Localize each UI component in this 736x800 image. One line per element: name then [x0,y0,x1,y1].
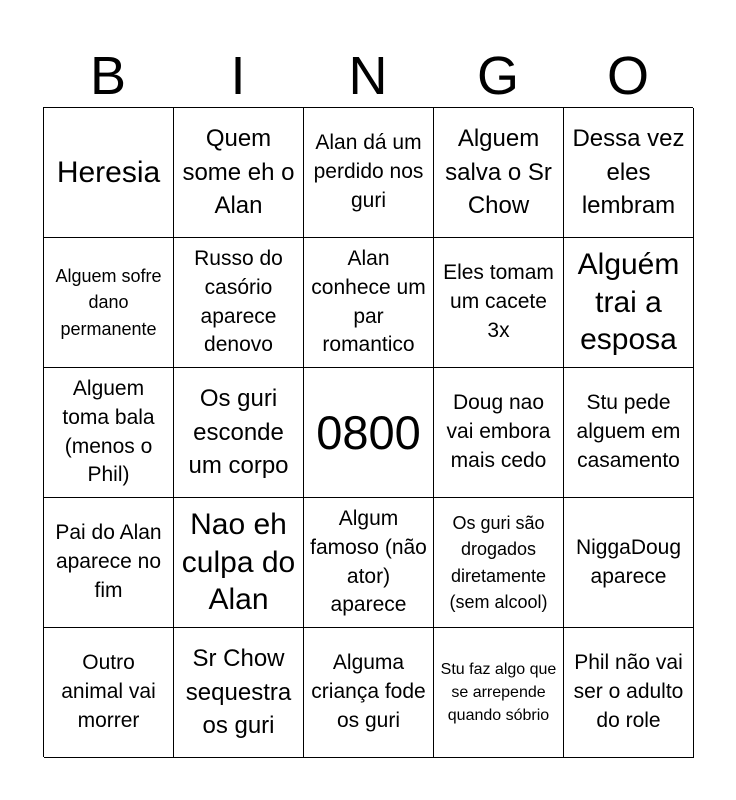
cell-text: Stu pede alguem em casamento [576,391,681,472]
cell-text: NiggaDoug aparece [575,535,682,588]
cell-text: Alguem sofre dano permanente [55,266,162,339]
cell-text: Stu faz algo que se arrepende quando sóbrio [440,660,557,725]
bingo-cell[interactable] [564,628,694,758]
cell-text: Russo do casório aparece denovo [194,246,283,357]
cell-text: Alan conhece um par romantico [311,246,426,357]
cell-text: Quem some eh o Alan [182,125,295,220]
cell-text: Os guri são drogados diretamente (sem alcool) [449,513,548,612]
cell-text: Os guri esconde um corpo [188,385,289,480]
cell-text: Dessa vez eles lembram [572,125,685,220]
cell-text: Doug nao vai embora mais cedo [446,391,551,472]
cell-text: Alguma criança fode os guri [311,651,426,732]
bingo-cell[interactable] [304,628,434,758]
bingo-cell[interactable] [174,368,304,498]
bingo-cell[interactable] [174,108,304,238]
bingo-cell[interactable] [44,238,174,368]
bingo-cell[interactable] [434,108,564,238]
bingo-grid [43,107,693,757]
bingo-cell[interactable] [174,238,304,368]
cell-text: Heresia [56,155,161,189]
cell-text: Alguem toma bala (menos o Phil) [62,376,155,487]
cell-text: 0800 [316,405,421,459]
cell-text: Alguém trai a esposa [577,248,680,357]
bingo-cell[interactable] [44,498,174,628]
bingo-cell[interactable] [304,498,434,628]
cell-text: Nao eh culpa do Alan [181,508,296,617]
cell-text: Pai do Alan aparece no fim [55,521,162,602]
bingo-header [43,46,693,106]
bingo-cell[interactable] [564,368,694,498]
bingo-cell[interactable] [564,238,694,368]
bingo-cell[interactable] [44,628,174,758]
header-letter-g: G [476,46,519,106]
bingo-cell[interactable] [304,238,434,368]
cell-text: Phil não vai ser o adulto do role [573,651,684,732]
cell-text: Eles tomam um cacete 3x [443,261,554,342]
bingo-cell[interactable] [44,368,174,498]
cell-text: Sr Chow sequestra os guri [185,645,292,740]
bingo-cell[interactable] [564,108,694,238]
header-letter-o: O [606,46,649,106]
header-letter-i: I [230,46,246,106]
bingo-cell[interactable] [174,498,304,628]
bingo-cell[interactable] [434,368,564,498]
bingo-cell[interactable] [434,628,564,758]
bingo-cell[interactable] [304,108,434,238]
cell-text: Outro animal vai morrer [61,651,156,732]
bingo-cell[interactable] [434,498,564,628]
bingo-cell[interactable] [174,628,304,758]
bingo-cell[interactable] [44,108,174,238]
cell-text: Alguem salva o Sr Chow [445,125,552,220]
header-letter-n: N [348,46,388,106]
bingo-cell[interactable] [434,238,564,368]
bingo-cell[interactable] [564,498,694,628]
header-letter-b: B [89,46,127,106]
cell-text: Algum famoso (não ator) aparece [310,506,427,617]
free-space-cell[interactable] [304,368,434,498]
cell-text: Alan dá um perdido nos guri [313,131,424,212]
